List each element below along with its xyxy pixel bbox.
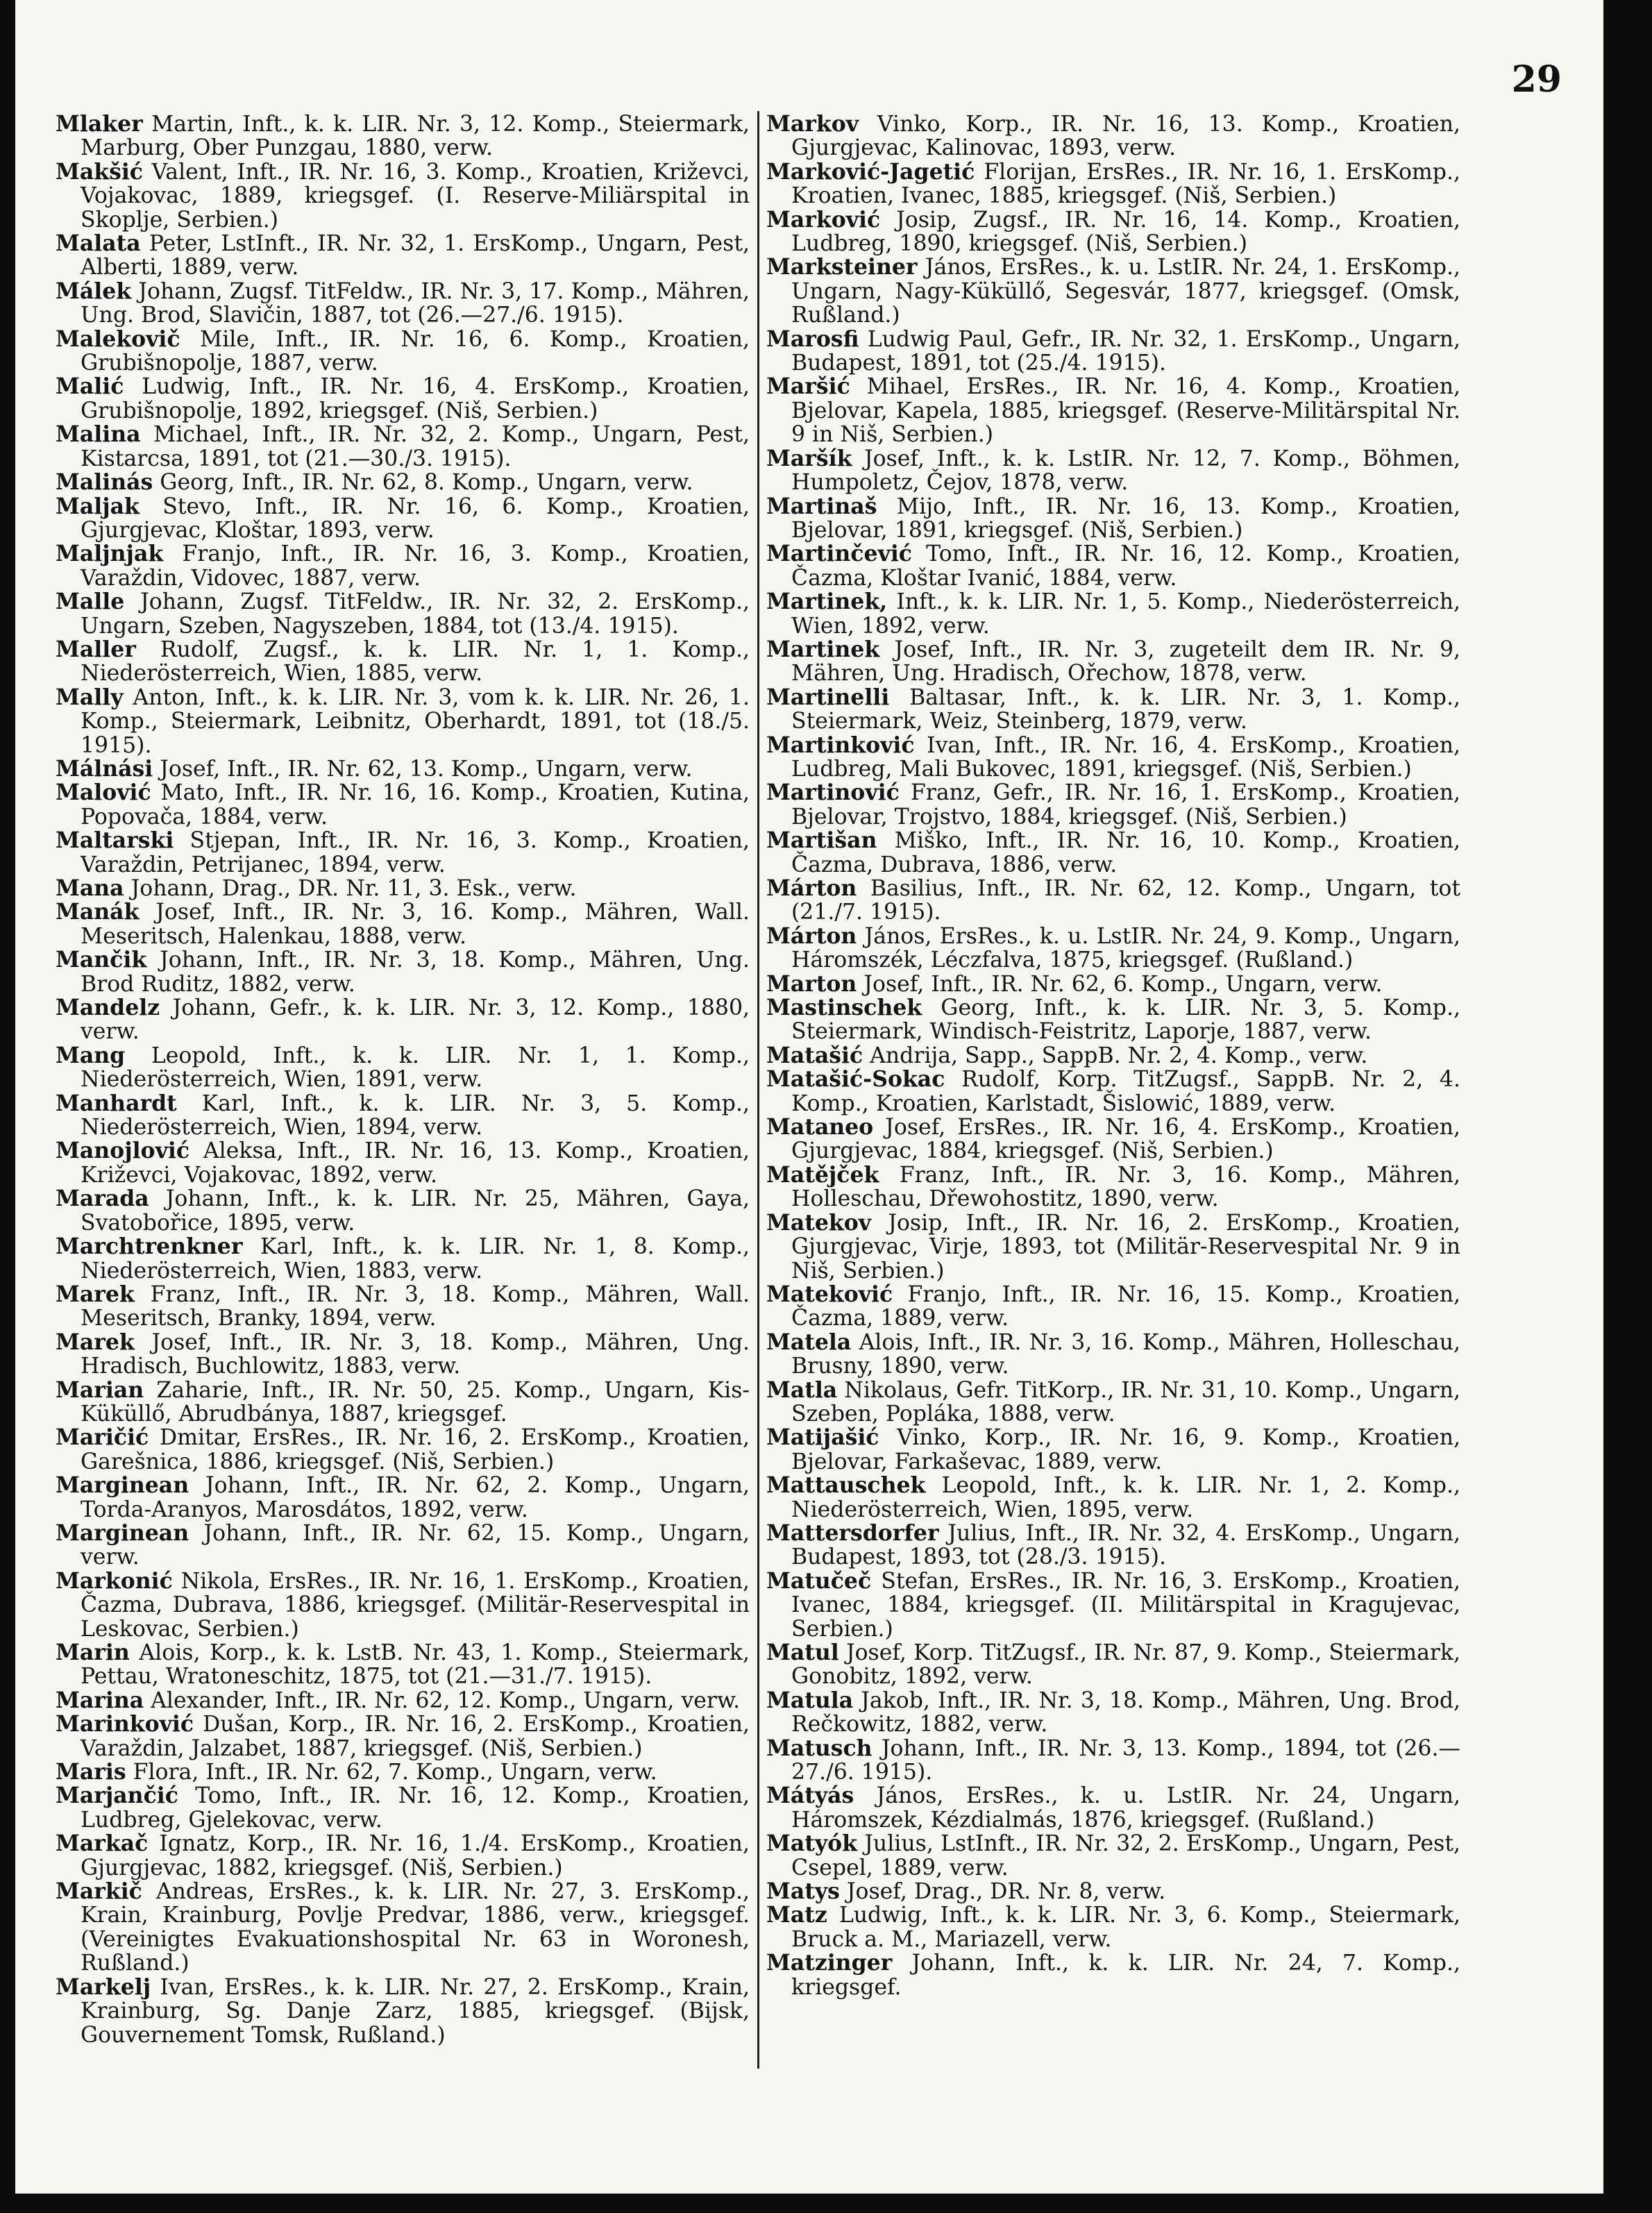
entry-surname: Malović xyxy=(56,780,151,806)
entry-surname: Marksteiner xyxy=(766,254,918,280)
entry-details: Johann, Inft., k. k. LIR. Nr. 24, 7. Komp., kriegsgef. xyxy=(791,1951,1460,2000)
entry-surname: Matučeč xyxy=(766,1567,872,1594)
entry-details: Josef, Inft., IR. Nr. 3, zugeteilt dem IR. Nr. 9, Mähren, Ung. Hradisch, Ořechow, 1878, verw. xyxy=(791,637,1460,687)
entry-details: Franjo, Inft., IR. Nr. 16, 3. Komp., Kroatien, Varaždin, Vidovec, 1887, verw. xyxy=(81,541,750,591)
entry-details: Josef, Inft., IR. Nr. 62, 6. Komp., Ungarn, verw. xyxy=(863,971,1383,997)
list-entry xyxy=(766,1331,1460,1379)
list-entry xyxy=(766,1211,1460,1283)
entry-details: Mato, Inft., IR. Nr. 16, 16. Komp., Kroatien, Kutina, Popovača, 1884, verw. xyxy=(81,780,750,830)
list-entry xyxy=(766,1641,1460,1689)
entry-details: Stefan, ErsRes., IR. Nr. 16, 3. ErsKomp., Kroatien, Ivanec, 1884, kriegsgef. (II. Militärspital in Kragujevac, Serbien.) xyxy=(791,1568,1460,1642)
list-entry xyxy=(56,328,750,376)
list-entry xyxy=(56,1283,750,1331)
list-entry xyxy=(56,900,750,948)
entry-surname: Martinek, xyxy=(766,589,888,615)
entry-details: Franz, Inft., IR. Nr. 3, 18. Komp., Mähren, Wall. Meseritsch, Branky, 1894, verw. xyxy=(81,1281,750,1331)
list-entry xyxy=(56,1832,750,1880)
entry-surname: Málek xyxy=(56,278,132,304)
entry-details: Ludwig Paul, Gefr., IR. Nr. 32, 1. ErsKomp., Ungarn, Budapest, 1891, tot (25./4. 1915). xyxy=(791,326,1461,376)
list-entry xyxy=(56,375,750,423)
list-entry xyxy=(56,1689,750,1713)
entry-surname: Markač xyxy=(56,1831,149,1857)
entry-surname: Martinaš xyxy=(766,493,877,519)
entry-surname: Márton xyxy=(766,923,857,949)
document-page xyxy=(15,0,1603,2194)
list-entry xyxy=(766,638,1460,686)
entry-details: Peter, LstInft., IR. Nr. 32, 1. ErsKomp., Ungarn, Pest, Alberti, 1889, verw. xyxy=(81,231,750,280)
list-entry xyxy=(766,1784,1460,1832)
list-entry xyxy=(766,160,1460,208)
left-column xyxy=(56,112,750,2047)
entry-details: János, ErsRes., k. u. LstIR. Nr. 24, Ungarn, Háromszek, Kézdialmás, 1876, kriegsgef. (Rußland.) xyxy=(791,1783,1461,1833)
entry-surname: Malić xyxy=(56,373,124,400)
list-entry xyxy=(56,1567,750,1642)
entry-surname: Mally xyxy=(56,684,124,710)
entry-surname: Marina xyxy=(56,1687,144,1713)
entry-details: Josef, Drag., DR. Nr. 8, verw. xyxy=(846,1879,1166,1905)
entry-details: Johann, Zugsf. TitFeldw., IR. Nr. 32, 2. ErsKomp., Ungarn, Szeben, Nagyszeben, 1884, tot (13./4. 1915). xyxy=(81,589,750,639)
list-entry xyxy=(56,781,750,829)
entry-surname: Matašić xyxy=(766,1042,863,1068)
entry-details: Florijan, ErsRes., IR. Nr. 16, 1. ErsKomp., Kroatien, Ivanec, 1885, kriegsgef. (Niš, Serbien.) xyxy=(791,159,1460,209)
list-entry xyxy=(56,1044,750,1092)
list-entry xyxy=(56,1641,750,1689)
entry-surname: Marchtrenkner xyxy=(56,1234,243,1260)
entry-details: Nikola, ErsRes., IR. Nr. 16, 1. ErsKomp., Kroatien, Čazma, Dubrava, 1886, kriegsgef. (Militär-Reservespital in Leskovac, Serbien.) xyxy=(81,1568,750,1642)
entry-details: Alois, Korp., k. k. LstB. Nr. 43, 1. Komp., Steiermark, Pettau, Wratoneschitz, 1875, tot (21.—31./7. 1915). xyxy=(81,1640,750,1690)
entry-surname: Mang xyxy=(56,1042,126,1068)
entry-surname: Markelj xyxy=(56,1974,151,2000)
entry-details: Karl, Inft., k. k. LIR. Nr. 3, 5. Komp., Niederösterreich, Wien, 1894, verw. xyxy=(81,1091,750,1141)
entry-details: Nikolaus, Gefr. TitKorp., IR. Nr. 31, 10. Komp., Ungarn, Szeben, Popláka, 1888, verw. xyxy=(791,1377,1460,1427)
entry-surname: Malekovič xyxy=(56,326,180,352)
list-entry xyxy=(766,1283,1460,1331)
list-entry xyxy=(766,542,1460,590)
entry-surname: Marginean xyxy=(56,1472,189,1499)
entry-details: Georg, Inft., IR. Nr. 62, 8. Komp., Ungarn, verw. xyxy=(160,470,693,496)
entry-surname: Mančik xyxy=(56,947,147,973)
entry-surname: Marin xyxy=(56,1640,130,1665)
entry-details: Ludwig, Inft., IR. Nr. 16, 4. ErsKomp., Kroatien, Grubišnopolje, 1892, kriegsgef. (Niš, Serbien.) xyxy=(81,374,750,423)
entry-details: Johann, Inft., IR. Nr. 62, 2. Komp., Ungarn, Torda-Aranyos, Marosdátos, 1892, verw. xyxy=(81,1473,750,1522)
entry-surname: Mlaker xyxy=(56,111,143,137)
entry-surname: Marek xyxy=(56,1329,135,1355)
entry-surname: Maričić xyxy=(56,1424,149,1451)
entry-details: Franz, Inft., IR. Nr. 3, 16. Komp., Mähren, Holleschau, Dřewohostitz, 1890, verw. xyxy=(791,1162,1460,1212)
entry-surname: Mátyás xyxy=(766,1783,854,1809)
list-entry xyxy=(56,160,750,232)
entry-surname: Matul xyxy=(766,1640,839,1665)
list-entry xyxy=(766,1163,1460,1211)
entry-details: Tomo, Inft., IR. Nr. 16, 12. Komp., Kroatien, Čazma, Kloštar Ivanić, 1884, verw. xyxy=(791,541,1460,591)
entry-surname: Martinčević xyxy=(766,541,912,567)
entry-details: Josef, Inft., IR. Nr. 3, 18. Komp., Mähren, Ung. Hradisch, Buchlowitz, 1883, verw. xyxy=(81,1329,750,1379)
right-column xyxy=(766,112,1460,1999)
list-entry xyxy=(766,1567,1460,1642)
entry-details: Josef, Inft., IR. Nr. 62, 13. Komp., Ungarn, verw. xyxy=(160,756,693,782)
entry-details: Ivan, ErsRes., k. k. LIR. Nr. 27, 2. ErsKomp., Krain, Krainburg, Sg. Danje Zarz, 1885, kriegsgef. (Bijsk, Gouvernement Tomsk, Rußland.) xyxy=(81,1974,750,2048)
entry-surname: Marković-Jagetić xyxy=(766,158,975,185)
list-entry xyxy=(56,495,750,543)
list-entry xyxy=(56,1139,750,1187)
entry-surname: Matusch xyxy=(766,1735,873,1761)
entry-surname: Manák xyxy=(56,899,140,925)
entry-details: Johann, Zugsf. TitFeldw., IR. Nr. 3, 17. Komp., Mähren, Ung. Brod, Slavičin, 1887, tot (26.—27./6. 1915). xyxy=(81,278,750,328)
entry-surname: Mastinschek xyxy=(766,995,922,1021)
entry-details: Dušan, Korp., IR. Nr. 16, 2. ErsKomp., Kroatien, Varaždin, Jalzabet, 1887, kriegsgef. (Niš, Serbien.) xyxy=(81,1712,750,1761)
entry-surname: Malle xyxy=(56,589,125,615)
entry-surname: Maršić xyxy=(766,373,850,400)
entry-details: Anton, Inft., k. k. LIR. Nr. 3, vom k. k. LIR. Nr. 26, 1. Komp., Steiermark, Leibnitz, Oberhardt, 1891, tot (18./5. 1915). xyxy=(81,684,750,758)
list-entry xyxy=(56,280,750,328)
list-entry xyxy=(766,686,1460,734)
entry-details: Jakob, Inft., IR. Nr. 3, 18. Komp., Mähren, Ung. Brod, Rečkowitz, 1882, verw. xyxy=(791,1688,1461,1737)
entry-details: Ignatz, Korp., IR. Nr. 16, 1./4. ErsKomp., Kroatien, Gjurgjevac, 1882, kriegsgef. (Niš, Serbien.) xyxy=(81,1831,750,1880)
entry-surname: Martišan xyxy=(766,827,877,854)
list-entry xyxy=(56,232,750,280)
entry-surname: Markič xyxy=(56,1878,142,1905)
entry-surname: Martinek xyxy=(766,636,880,662)
list-entry xyxy=(56,423,750,471)
list-entry xyxy=(56,1976,750,2047)
list-entry xyxy=(766,447,1460,495)
entry-details: János, ErsRes., k. u. LstIR. Nr. 24, 9. Komp., Ungarn, Háromszék, Léczfalva, 1875, kriegsgef. (Rußland.) xyxy=(791,923,1460,973)
entry-surname: Marginean xyxy=(56,1520,189,1546)
entry-surname: Mattersdorfer xyxy=(766,1520,939,1546)
list-entry xyxy=(766,1951,1460,1999)
entry-details: Johann, Inft., IR. Nr. 3, 13. Komp., 1894, tot (26.—27./6. 1915). xyxy=(791,1735,1460,1785)
entry-surname: Matašić-Sokac xyxy=(766,1066,945,1093)
list-entry xyxy=(56,1426,750,1474)
entry-surname: Marosfi xyxy=(766,326,859,352)
entry-details: Rudolf, Zugsf., k. k. LIR. Nr. 1, 1. Komp., Niederösterreich, Wien, 1885, verw. xyxy=(81,637,750,687)
list-entry xyxy=(766,112,1460,160)
entry-surname: Matula xyxy=(766,1687,854,1713)
entry-surname: Matějček xyxy=(766,1161,879,1188)
list-entry xyxy=(56,1331,750,1379)
entry-details: Julius, Inft., IR. Nr. 32, 4. ErsKomp., Ungarn, Budapest, 1893, tot (28./3. 1915). xyxy=(791,1520,1460,1570)
list-entry xyxy=(766,1044,1460,1068)
entry-surname: Manojlović xyxy=(56,1138,190,1164)
entry-surname: Maris xyxy=(56,1759,126,1785)
entry-surname: Martinelli xyxy=(766,684,890,710)
entry-details: Ludwig, Inft., k. k. LIR. Nr. 3, 6. Komp., Steiermark, Bruck a. M., Mariazell, verw. xyxy=(791,1903,1460,1952)
entry-surname: Maller xyxy=(56,636,136,662)
list-entry xyxy=(766,208,1460,256)
entry-details: Johann, Inft., k. k. LIR. Nr. 25, Mähren, Gaya, Svatobořice, 1895, verw. xyxy=(81,1186,750,1236)
entry-details: Johann, Drag., DR. Nr. 11, 3. Esk., verw. xyxy=(130,876,577,901)
entry-details: Andrija, Sapp., SappB. Nr. 2, 4. Komp., verw. xyxy=(870,1043,1368,1068)
entry-details: Josip, Zugsf., IR. Nr. 16, 14. Komp., Kroatien, Ludbreg, 1890, kriegsgef. (Niš, Serbien.) xyxy=(791,207,1460,257)
entry-surname: Matla xyxy=(766,1377,838,1403)
entry-details: Ivan, Inft., IR. Nr. 16, 4. ErsKomp., Kroatien, Ludbreg, Mali Bukovec, 1891, kriegsgef. (Niš, Serbien.) xyxy=(791,732,1460,782)
entry-details: Josef, ErsRes., IR. Nr. 16, 4. ErsKomp., Kroatien, Gjurgjevac, 1884, kriegsgef. (Niš, Serbien.) xyxy=(791,1115,1461,1164)
list-entry xyxy=(56,948,750,996)
entry-details: Zaharie, Inft., IR. Nr. 50, 25. Komp., Ungarn, Kis-Küküllő, Abrudbánya, 1887, kriegsgef. xyxy=(81,1377,750,1427)
list-entry xyxy=(766,877,1460,925)
entry-details: Stjepan, Inft., IR. Nr. 16, 3. Komp., Kroatien, Varaždin, Petrijanec, 1894, verw. xyxy=(81,828,750,877)
entry-details: Aleksa, Inft., IR. Nr. 16, 13. Komp., Kroatien, Križevci, Vojakovac, 1892, verw. xyxy=(81,1138,750,1188)
entry-surname: Markov xyxy=(766,111,859,137)
entry-details: Valent, Inft., IR. Nr. 16, 3. Komp., Kroatien, Križevci, Vojakovac, 1889, kriegsgef. (I. Reserve-Miliärspital in Skoplje, Serbien.) xyxy=(81,159,750,233)
entry-details: Baltasar, Inft., k. k. LIR. Nr. 3, 1. Komp., Steiermark, Weiz, Steinberg, 1879, verw. xyxy=(791,684,1460,734)
entry-surname: Matz xyxy=(766,1902,827,1928)
entry-surname: Matijašić xyxy=(766,1424,879,1451)
entry-surname: Marada xyxy=(56,1186,149,1212)
list-entry xyxy=(766,970,1460,997)
entry-details: Tomo, Inft., IR. Nr. 16, 12. Komp., Kroatien, Ludbreg, Gjelekovac, verw. xyxy=(81,1783,750,1833)
list-entry xyxy=(766,255,1460,327)
list-entry xyxy=(56,1713,750,1760)
entry-surname: Marton xyxy=(766,970,857,997)
entry-details: Johann, Gefr., k. k. LIR. Nr. 3, 12. Komp., 1880, verw. xyxy=(81,995,750,1045)
list-entry xyxy=(56,1474,750,1522)
list-entry xyxy=(766,1737,1460,1785)
entry-details: Mijo, Inft., IR. Nr. 16, 13. Komp., Kroatien, Bjelovar, 1891, kriegsgef. (Niš, Serbien.) xyxy=(791,494,1461,543)
entry-surname: Marian xyxy=(56,1377,144,1403)
entry-surname: Markonić xyxy=(56,1567,173,1594)
entry-surname: Malinás xyxy=(56,469,153,496)
list-entry xyxy=(766,1068,1460,1116)
entry-surname: Matzinger xyxy=(766,1950,893,1976)
entry-details: Georg, Inft., k. k. LIR. Nr. 3, 5. Komp., Steiermark, Windisch-Feistritz, Laporje, 1887, verw. xyxy=(791,995,1460,1045)
list-entry xyxy=(56,1187,750,1235)
entry-surname: Martinković xyxy=(766,732,915,758)
entry-details: Stevo, Inft., IR. Nr. 16, 6. Komp., Kroatien, Gjurgjevac, Kloštar, 1893, verw. xyxy=(81,494,750,543)
entry-surname: Mateković xyxy=(766,1281,893,1307)
entry-details: Johann, Inft., IR. Nr. 3, 18. Komp., Mähren, Ung. Brod Ruditz, 1882, verw. xyxy=(81,948,750,997)
list-entry xyxy=(766,590,1460,638)
list-entry xyxy=(766,781,1460,829)
list-entry xyxy=(766,1880,1460,1903)
entry-surname: Mattauschek xyxy=(766,1472,926,1499)
entry-details: Inft., k. k. LIR. Nr. 1, 5. Komp., Niederösterreich, Wien, 1892, verw. xyxy=(791,589,1461,639)
list-entry xyxy=(56,1880,750,1976)
entry-surname: Maljnjak xyxy=(56,541,164,567)
entry-surname: Manhardt xyxy=(56,1090,177,1116)
list-entry xyxy=(766,925,1460,973)
entry-details: Leopold, Inft., k. k. LIR. Nr. 1, 2. Komp., Niederösterreich, Wien, 1895, verw. xyxy=(791,1473,1460,1522)
list-entry xyxy=(56,686,750,757)
entry-details: Johann, Inft., IR. Nr. 62, 15. Komp., Ungarn, verw. xyxy=(81,1520,750,1570)
entry-details: Josef, Inft., IR. Nr. 3, 16. Komp., Mähren, Wall. Meseritsch, Halenkau, 1888, verw. xyxy=(81,900,750,949)
list-entry xyxy=(56,1522,750,1570)
list-entry xyxy=(56,877,750,900)
list-entry xyxy=(56,590,750,638)
entry-surname: Maljak xyxy=(56,493,140,519)
entry-surname: Matekov xyxy=(766,1209,872,1236)
entry-details: Julius, LstInft., IR. Nr. 32, 2. ErsKomp., Ungarn, Pest, Csepel, 1889, verw. xyxy=(791,1831,1460,1880)
list-entry xyxy=(766,996,1460,1044)
entry-details: Alois, Inft., IR. Nr. 3, 16. Komp., Mähren, Holleschau, Brusny, 1890, verw. xyxy=(791,1329,1460,1379)
entry-details: Josef, Inft., k. k. LstIR. Nr. 12, 7. Komp., Böhmen, Humpoletz, Čejov, 1878, verw. xyxy=(791,446,1461,496)
list-entry xyxy=(56,1092,750,1140)
entry-details: Leopold, Inft., k. k. LIR. Nr. 1, 1. Komp., Niederösterreich, Wien, 1891, verw. xyxy=(81,1043,750,1093)
entry-surname: Marjančić xyxy=(56,1783,178,1809)
list-entry xyxy=(56,638,750,686)
entry-details: Mile, Inft., IR. Nr. 16, 6. Komp., Kroatien, Grubišnopolje, 1887, verw. xyxy=(81,326,750,376)
entry-surname: Matela xyxy=(766,1329,852,1355)
list-entry xyxy=(766,1426,1460,1474)
list-entry xyxy=(56,1379,750,1427)
entry-surname: Malina xyxy=(56,421,141,448)
entry-surname: Matys xyxy=(766,1878,840,1905)
entry-surname: Mataneo xyxy=(766,1114,874,1141)
list-entry xyxy=(766,1522,1460,1570)
list-entry xyxy=(766,829,1460,877)
entry-surname: Márton xyxy=(766,875,857,901)
list-entry xyxy=(766,1903,1460,1951)
list-entry xyxy=(766,375,1460,446)
list-entry xyxy=(56,1235,750,1283)
entry-details: Miško, Inft., IR. Nr. 16, 10. Komp., Kroatien, Čazma, Dubrava, 1886, verw. xyxy=(791,828,1461,877)
entry-surname: Marinković xyxy=(56,1711,194,1737)
list-entry xyxy=(56,996,750,1044)
list-entry xyxy=(56,1784,750,1832)
entry-surname: Maršík xyxy=(766,445,852,471)
entry-surname: Malata xyxy=(56,230,141,257)
entry-surname: Málnási xyxy=(56,755,153,782)
list-entry xyxy=(56,757,750,781)
column-divider xyxy=(757,111,759,2069)
entry-details: Franjo, Inft., IR. Nr. 16, 15. Komp., Kroatien, Čazma, 1889, verw. xyxy=(791,1281,1461,1331)
list-entry xyxy=(56,542,750,590)
entry-details: Andreas, ErsRes., k. k. LIR. Nr. 27, 3. ErsKomp., Krain, Krainburg, Povlje Predvar, 1886, verw., kriegsgef. (Vereinigtes Evakuationshospital Nr. 63 in Woronesh, Rußland.) xyxy=(81,1879,750,1976)
entry-details: Franz, Gefr., IR. Nr. 16, 1. ErsKomp., Kroatien, Bjelovar, Trojstvo, 1884, kriegsgef. (Niš, Serbien.) xyxy=(791,780,1460,830)
list-entry xyxy=(56,471,750,494)
entry-details: Martin, Inft., k. k. LIR. Nr. 3, 12. Komp., Steiermark, Marburg, Ober Punzgau, 1880, verw. xyxy=(81,112,750,161)
entry-details: Vinko, Korp., IR. Nr. 16, 9. Komp., Kroatien, Bjelovar, Farkaševac, 1889, verw. xyxy=(791,1425,1460,1474)
list-entry xyxy=(766,1474,1460,1522)
entry-details: Mihael, ErsRes., IR. Nr. 16, 4. Komp., Kroatien, Bjelovar, Kapela, 1885, kriegsgef. (Reserve-Militärspital Nr. 9 in Niš, Serbien.) xyxy=(791,374,1460,448)
entry-surname: Makšić xyxy=(56,158,143,185)
list-entry xyxy=(766,734,1460,782)
entry-surname: Maltarski xyxy=(56,827,174,854)
entry-surname: Martinović xyxy=(766,780,900,806)
entry-details: Flora, Inft., IR. Nr. 62, 7. Komp., Ungarn, verw. xyxy=(133,1760,657,1785)
entry-details: Karl, Inft., k. k. LIR. Nr. 1, 8. Komp., Niederösterreich, Wien, 1883, verw. xyxy=(81,1234,750,1284)
entry-details: Vinko, Korp., IR. Nr. 16, 13. Komp., Kroatien, Gjurgjevac, Kalinovac, 1893, verw. xyxy=(791,112,1460,161)
list-entry xyxy=(766,1832,1460,1880)
entry-surname: Mana xyxy=(56,875,124,901)
entry-details: Dmitar, ErsRes., IR. Nr. 16, 2. ErsKomp., Kroatien, Garešnica, 1886, kriegsgef. (Niš, Serbien.) xyxy=(81,1425,750,1474)
list-entry xyxy=(766,1379,1460,1427)
entry-details: Alexander, Inft., IR. Nr. 62, 12. Komp., Ungarn, verw. xyxy=(151,1688,741,1713)
entry-surname: Matyók xyxy=(766,1831,857,1857)
entry-surname: Mandelz xyxy=(56,995,160,1021)
entry-surname: Marek xyxy=(56,1281,135,1307)
list-entry xyxy=(56,829,750,877)
list-entry xyxy=(766,328,1460,376)
list-entry xyxy=(766,1116,1460,1163)
entry-details: János, ErsRes., k. u. LstIR. Nr. 24, 1. ErsKomp., Ungarn, Nagy-Küküllő, Segesvár, 1877, kriegsgef. (Omsk, Rußland.) xyxy=(791,255,1461,328)
list-entry xyxy=(766,495,1460,543)
entry-surname: Marković xyxy=(766,206,881,233)
list-entry xyxy=(766,1689,1460,1737)
list-entry xyxy=(56,1760,750,1784)
entry-details: Josip, Inft., IR. Nr. 16, 2. ErsKomp., Kroatien, Gjurgjevac, Virje, 1893, tot (Militär-Reservespital Nr. 9 in Niš, Serbien.) xyxy=(791,1210,1461,1284)
list-entry xyxy=(56,112,750,160)
entry-details: Rudolf, Korp. TitZugsf., SappB. Nr. 2, 4. Komp., Kroatien, Karlstadt, Šislowić, 1889, verw. xyxy=(791,1067,1460,1116)
entry-details: Josef, Korp. TitZugsf., IR. Nr. 87, 9. Komp., Steiermark, Gonobitz, 1892, verw. xyxy=(791,1640,1461,1690)
entry-details: Michael, Inft., IR. Nr. 32, 2. Komp., Ungarn, Pest, Kistarcsa, 1891, tot (21.—30./3. 1915). xyxy=(81,422,750,471)
page-number: 29 xyxy=(1511,58,1562,101)
entry-details: Basilius, Inft., IR. Nr. 62, 12. Komp., Ungarn, tot (21./7. 1915). xyxy=(791,876,1460,925)
